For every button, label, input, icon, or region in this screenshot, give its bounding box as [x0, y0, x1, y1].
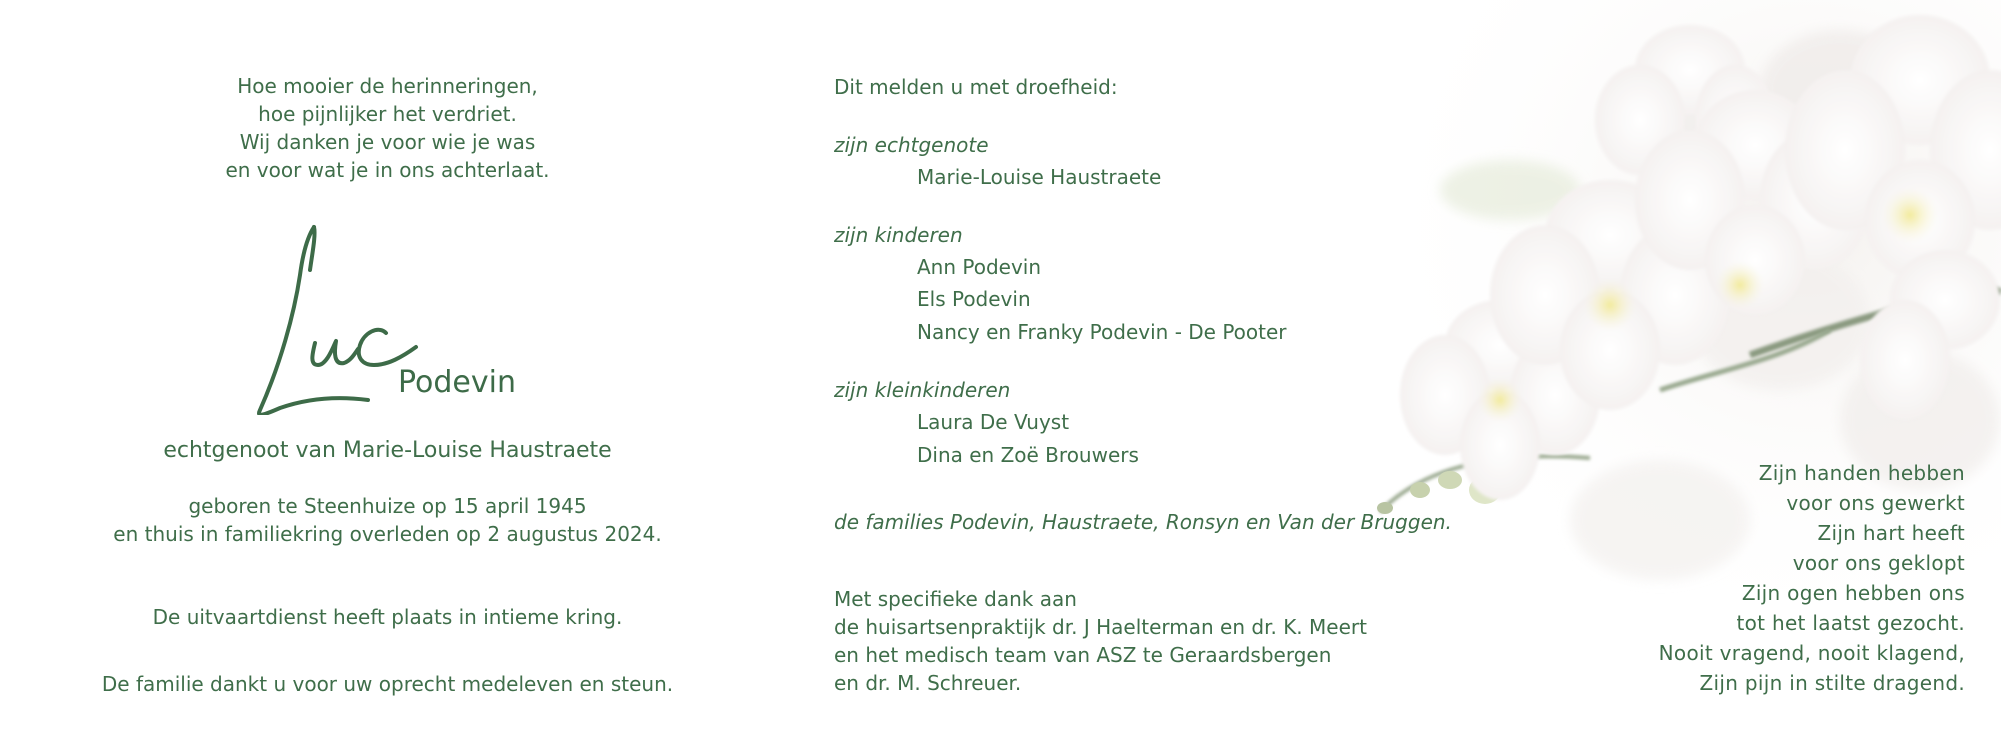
specific-thanks — [834, 585, 1367, 697]
poem-line: Zijn pijn in stilte dragend. — [1699, 671, 1965, 695]
service-note: De uitvaartdienst heeft plaats in intieme kring. — [152, 605, 623, 629]
thanks-note: De familie dankt u voor uw oprecht medeleven en steun. — [101, 672, 674, 696]
poem-line: Zijn hart heeft — [1817, 521, 1965, 545]
child-name: Ann Podevin — [917, 255, 1042, 279]
child-name: Els Podevin — [917, 287, 1031, 311]
poem-line: hoe pijnlijker het verdriet. — [258, 102, 517, 126]
poem-line: Zijn handen hebben — [1758, 461, 1965, 485]
announcement-column — [834, 0, 1454, 754]
birth-death-details — [0, 492, 775, 548]
poem-line: Hoe mooier de herinneringen, — [237, 74, 538, 98]
poem-line: Zijn ogen hebben ons — [1741, 581, 1965, 605]
poem-line: Nooit vragend, nooit klagend, — [1658, 641, 1965, 665]
spouse-line: echtgenoot van Marie-Louise Haustraete — [163, 438, 612, 463]
thanks-line: en dr. M. Schreuer. — [834, 671, 1022, 695]
deceased-name — [240, 215, 540, 415]
poem-line: en voor wat je in ons achterlaat. — [225, 158, 550, 182]
thanks-line: de huisartsenpraktijk dr. J Haelterman en dr. K. Meert — [834, 615, 1367, 639]
spouse-label: zijn echtgenote — [834, 133, 989, 157]
grandchildren-label: zijn kleinkinderen — [834, 378, 1011, 402]
poem-line: voor ons gewerkt — [1786, 491, 1965, 515]
thanks-line: Met specifieke dank aan — [834, 587, 1077, 611]
families-line: de families Podevin, Haustraete, Ronsyn en Van der Bruggen. — [834, 510, 1452, 534]
poem-line: tot het laatst gezocht. — [1736, 611, 1965, 635]
poem-line: Wij danken je voor wie je was — [239, 130, 536, 154]
grandchild-name: Laura De Vuyst — [917, 410, 1070, 434]
closing-poem — [1605, 458, 1965, 698]
thanks-line: en het medisch team van ASZ te Geraardsbergen — [834, 643, 1332, 667]
opening-poem — [0, 72, 775, 184]
announcement-intro: Dit melden u met droefheid: — [834, 75, 1118, 99]
death-line: en thuis in familiekring overleden op 2 augustus 2024. — [113, 522, 662, 546]
left-column — [0, 0, 775, 754]
birth-line: geboren te Steenhuize op 15 april 1945 — [188, 494, 587, 518]
last-name: Podevin — [398, 365, 516, 400]
poem-line: voor ons geklopt — [1792, 551, 1965, 575]
spouse-name: Marie-Louise Haustraete — [917, 165, 1162, 189]
children-label: zijn kinderen — [834, 223, 963, 247]
grandchild-name: Dina en Zoë Brouwers — [917, 443, 1139, 467]
child-name: Nancy en Franky Podevin - De Pooter — [917, 320, 1287, 344]
